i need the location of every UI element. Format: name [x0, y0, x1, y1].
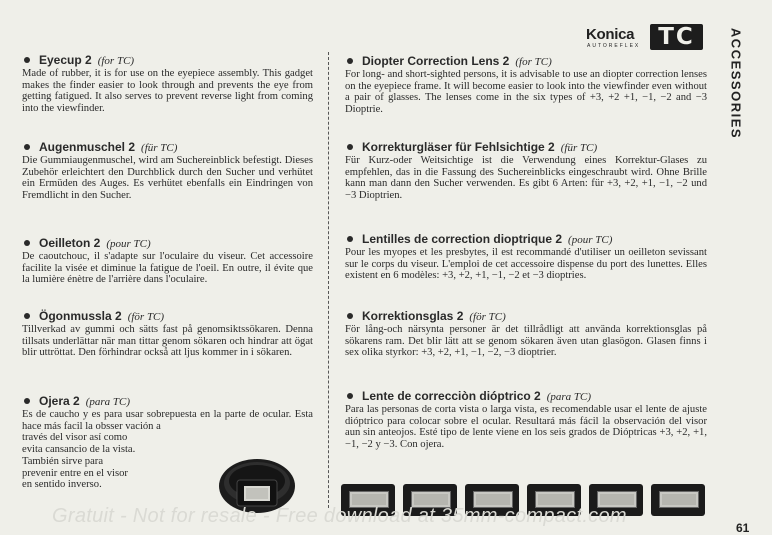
- section-tag: (pour TC): [106, 238, 151, 250]
- section-tag: (für TC): [560, 142, 598, 154]
- section-tag: (for TC): [97, 55, 135, 67]
- section-eyecup-fr: [22, 236, 313, 286]
- section-body: Tillverkad av gummi och sätts fast på genomsiktssökaren. Denna tillsats underlättar när man tittar genom sökaren och hindrar att ögat blir uttröttat. Den förhindrar också att ljus kommer in i sökaren.: [22, 324, 313, 359]
- section-tag: (pour TC): [568, 234, 613, 246]
- page-number: 61: [736, 521, 750, 535]
- konica-tc-logo: [586, 24, 706, 54]
- section-body: Para las personas de corta vista o larga vista, es recomendable usar el lente de ajuste dióptrico para colocar sobre el ocular. Resultará más fácil la observación del visor aun sin anteojos. Esté tipo de lente viene en los seis grados de Dióptricas +3, +2, +1, −1, −2 y −3. Con ojera.: [345, 404, 707, 451]
- section-title: Lentilles de correction dioptrique 2: [362, 232, 563, 246]
- section-eyecup-en: [22, 53, 313, 115]
- section-title: Eyecup 2: [39, 53, 92, 67]
- bullet-icon: [347, 393, 353, 399]
- bullet-icon: [347, 236, 353, 242]
- section-eyecup-de: [22, 140, 313, 202]
- section-heading: [345, 140, 707, 155]
- section-body-continued: través del visor así como evita cansancio de la vista. También sirve para prevenir entre en el visor en sentido inverso.: [22, 432, 136, 491]
- section-heading: [22, 309, 313, 324]
- section-diopter-fr: [345, 232, 707, 282]
- logo-brand: Konica: [586, 26, 635, 43]
- section-body: Die Gummiaugenmuschel, wird am Suchereinblick befestigt. Dieses Zubehör erleichtert den Durchblick durch den Sucher und verhütet ein Ermüden des Auges. Es verhütet ebenfalls ein Eindringen von Fremdlicht in den Sucher.: [22, 155, 313, 202]
- section-title: Ojera 2: [39, 394, 80, 408]
- bullet-icon: [347, 144, 353, 150]
- section-heading: [22, 53, 313, 68]
- section-body: Es de caucho y es para usar sobrepuesta en la parte de ocular. Esta hace más facil la obsser vación a: [22, 409, 313, 432]
- bullet-icon: [24, 144, 30, 150]
- section-heading: [345, 54, 707, 69]
- bullet-icon: [24, 57, 30, 63]
- section-eyecup-sv: [22, 309, 313, 359]
- section-tag: (for TC): [515, 56, 552, 68]
- section-body: De caoutchouc, il s'adapte sur l'oculaire du viseur. Cet accessoire facilite la visée et diminue la fatigue de l'oeil. En outre, il évite que la lumière énètre de l'arrière dans l'oculaire.: [22, 251, 313, 286]
- watermark-text: Gratuit - Not for resale - Free download at 35mm-compact.com: [52, 505, 627, 527]
- section-heading: [22, 394, 313, 409]
- bullet-icon: [347, 58, 353, 64]
- column-divider: [328, 52, 329, 508]
- section-title: Augenmuschel 2: [39, 140, 136, 154]
- section-title: Lente de correcciòn dióptrico 2: [362, 389, 541, 403]
- section-body: Made of rubber, it is for use on the eyepiece assembly. This gadget makes the finder easier to look through and prevents the eye from getting fatigued. It also serves to prevent reverse light from coming into the viewfinder.: [22, 68, 313, 115]
- bullet-icon: [24, 240, 30, 246]
- section-title: Korrekturgläser für Fehlsichtige 2: [362, 140, 555, 154]
- section-tag: (para TC): [85, 396, 131, 408]
- section-body: Pour les myopes et les presbytes, il est recommandé d'utiliser un oeilleton sevissant sur le corps du viseur. L'emploi de cet accessoire dispense du port des lunettes. Elles existent en 6 modèles: +3, +2, +1, −1, −2 et −3 dioptries.: [345, 247, 707, 282]
- section-diopter-en: [345, 54, 707, 116]
- section-body: For long- and short-sighted persons, it is advisable to use an diopter correction lenses on the eyepiece frame. It will become easier to look into the viewfinder even without a pair of glasses. The lenses come in the six types of +3, +2 +1, −1, −2 and −3 Dioptrie.: [345, 69, 707, 116]
- section-body: Für Kurz-oder Weitsichtige ist die Verwendung eines Korrektur-Glases zu empfehlen, das in die Fassung des Suchereinblicks eingeschraubt wird. Ohne Brille kann man dann den Sucher verwenden. Es gibt 6 Arten: für +3, +2, +1, −1, −2 und −3 Dioptrien.: [345, 155, 707, 202]
- section-diopter-es: [345, 389, 707, 451]
- lens-window: [659, 491, 699, 508]
- section-diopter-de: [345, 140, 707, 202]
- section-tag: (para TC): [546, 391, 592, 403]
- section-tag: (för TC): [469, 311, 506, 323]
- section-heading: [345, 232, 707, 247]
- section-title: Ögonmussla 2: [39, 309, 122, 323]
- diopter-lens-image: [651, 484, 705, 516]
- section-heading: [22, 140, 313, 155]
- section-diopter-sv: [345, 309, 707, 359]
- bullet-icon: [24, 313, 30, 319]
- section-tag: (för TC): [127, 311, 165, 323]
- bullet-icon: [24, 398, 30, 404]
- section-heading: [22, 236, 313, 251]
- bullet-icon: [347, 313, 353, 319]
- section-title: Diopter Correction Lens 2: [362, 54, 510, 68]
- logo-model: TC: [650, 24, 703, 50]
- section-body: För lång-och närsynta personer är det tillrådligt att använda korrektionsglas på sökarens ram. Det blir lätt att se genom sökaren även utan glasögon. Glasen finns i sex olika styrkor: +3, +2, +1, −1, −2, −3 dioptrier.: [345, 324, 707, 359]
- section-tag: (für TC): [141, 142, 178, 154]
- section-title: Oeilleton 2: [39, 236, 101, 250]
- section-heading: [345, 309, 707, 324]
- section-sidebar: [724, 28, 746, 148]
- logo-subtitle: AUTOREFLEX: [587, 43, 641, 49]
- section-heading: [345, 389, 707, 404]
- sidebar-label: ACCESSORIES: [728, 27, 744, 140]
- section-title: Korrektionsglas 2: [362, 309, 464, 323]
